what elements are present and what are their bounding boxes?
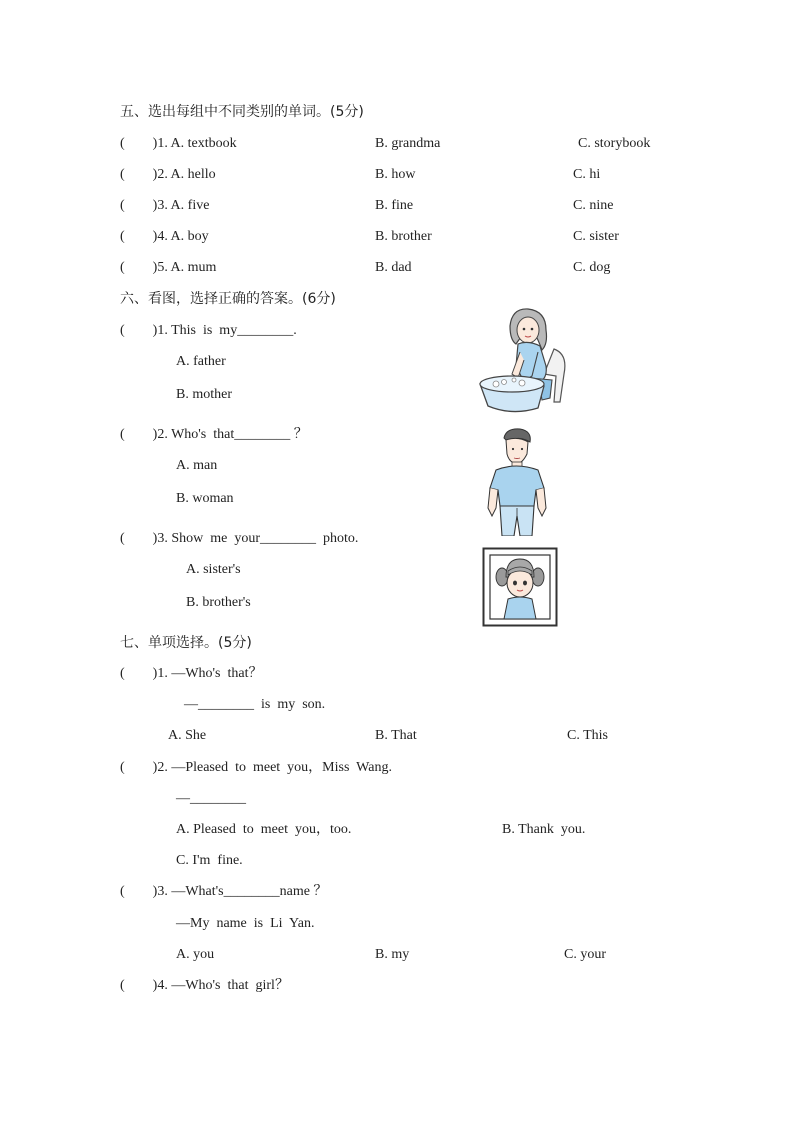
s5-q1-b: B. grandma (375, 136, 441, 151)
s7-q1-a: A. She (168, 728, 207, 743)
s6-q3-b: B. brother's (186, 595, 251, 610)
s6-q1-a: A. father (176, 354, 226, 369)
s6-q2-a: A. man (176, 458, 218, 473)
s5-q5-b: B. dad (375, 260, 412, 275)
man-illustration (486, 428, 550, 536)
s7-q1-b: B. That (375, 728, 417, 743)
s6-q3: ( )3. Show me your________ photo. (120, 531, 359, 546)
s5-q4: ( )4. A. boy (120, 229, 209, 244)
s6-q2-b: B. woman (176, 491, 234, 506)
girl-photo-illustration (482, 547, 558, 627)
section-5-heading: 五、选出每组中不同类别的单词。(5分) (120, 104, 364, 120)
s7-q1: ( )1. —Who's that？ (120, 666, 263, 681)
s5-q2: ( )2. A. hello (120, 167, 216, 182)
s5-q2-c: C. hi (573, 167, 601, 182)
s5-q1-c: C. storybook (578, 136, 651, 151)
s5-q4-c: C. sister (573, 229, 619, 244)
s6-q2: ( )2. Who's that________ ？ (120, 427, 308, 442)
s6-q1: ( )1. This is my________. (120, 323, 297, 338)
s7-q2-reply: —________ (176, 791, 246, 806)
s7-q4: ( )4. —Who's that girl？ (120, 978, 289, 993)
s6-q1-b: B. mother (176, 387, 232, 402)
s5-q2-b: B. how (375, 167, 416, 182)
s7-q1-c: C. This (567, 728, 608, 743)
s7-q3: ( )3. —What's________name ？ (120, 884, 328, 899)
section-6-heading: 六、看图，选择正确的答案。(6分) (120, 291, 336, 307)
s7-q1-reply: —________ is my son. (184, 697, 326, 712)
s7-q3-a: A. you (176, 947, 215, 962)
s7-q2-c: C. I'm fine. (176, 853, 243, 868)
s5-q3-c: C. nine (573, 198, 614, 213)
s5-q5-c: C. dog (573, 260, 611, 275)
s5-q3-b: B. fine (375, 198, 414, 213)
s7-q2: ( )2. —Pleased to meet you，Miss Wang. (120, 760, 392, 775)
s7-q2-b: B. Thank you. (502, 822, 586, 837)
s5-q1: ( )1. A. textbook (120, 136, 237, 151)
s7-q3-c: C. your (564, 947, 606, 962)
s7-q3-reply: —My name is Li Yan. (176, 916, 315, 931)
s5-q3: ( )3. A. five (120, 198, 210, 213)
s6-q3-a: A. sister's (186, 562, 241, 577)
s7-q3-b: B. my (375, 947, 410, 962)
woman-washing-illustration (466, 304, 576, 416)
s5-q5: ( )5. A. mum (120, 260, 217, 275)
s7-q2-a: A. Pleased to meet you，too. (176, 822, 352, 837)
section-7-heading: 七、单项选择。(5分) (120, 635, 252, 651)
s5-q4-b: B. brother (375, 229, 432, 244)
